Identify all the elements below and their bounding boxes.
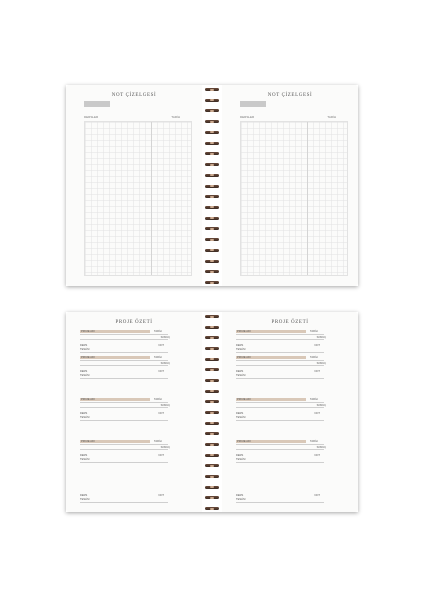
result-label: SONUÇ [316, 404, 326, 407]
entry-line [236, 444, 324, 445]
grade-label: NOT [158, 412, 164, 415]
delivery-label: TESLİM [80, 416, 90, 419]
column-label-subjects: DERSLER [240, 115, 255, 119]
spiral-ring [205, 131, 219, 134]
subject-label: DERS [80, 494, 88, 497]
delivery-label: TESLİM [236, 458, 246, 461]
notebook-spread-top [66, 85, 358, 286]
date-label: TARİH [154, 356, 162, 359]
spiral-ring [205, 238, 219, 241]
delivery-label: TESLİM [236, 416, 246, 419]
entry-line [80, 462, 168, 463]
entry-line [236, 402, 324, 403]
subject-label: DERS [236, 454, 244, 457]
project-name-label: PROJE ADI [237, 356, 251, 359]
spiral-ring [205, 315, 219, 318]
spiral-ring [205, 358, 219, 361]
spiral-ring [205, 454, 219, 457]
entry-line [236, 502, 324, 503]
spiral-ring [205, 347, 219, 350]
entry-line [80, 339, 168, 340]
column-label-date: TARİH [327, 115, 336, 119]
entry-line [236, 378, 324, 379]
spiral-ring [205, 206, 219, 209]
grid-divider [151, 122, 152, 275]
date-label: TARİH [310, 356, 318, 359]
result-label: SONUÇ [316, 446, 326, 449]
grade-label: NOT [314, 454, 320, 457]
spiral-ring [205, 464, 219, 467]
entry-line [236, 449, 324, 450]
entry-line [80, 402, 168, 403]
subject-label: DERS [236, 370, 244, 373]
spiral-binding-bottom [204, 309, 220, 515]
grade-label: NOT [314, 344, 320, 347]
date-label: TARİH [310, 440, 318, 443]
date-label: TARİH [310, 330, 318, 333]
date-label: TARİH [310, 398, 318, 401]
project-name-label: PROJE ADI [81, 440, 95, 443]
spiral-ring [205, 120, 219, 123]
spiral-ring [205, 195, 219, 198]
spiral-ring [205, 326, 219, 329]
entry-line [80, 352, 168, 353]
spiral-ring [205, 475, 219, 478]
delivery-label: TESLİM [236, 374, 246, 377]
page-title: PROJE ÖZETİ [115, 320, 153, 325]
spiral-ring [205, 152, 219, 155]
entry-line [236, 360, 324, 361]
entry-line [236, 365, 324, 366]
project-block [236, 440, 348, 476]
entry-line [80, 407, 168, 408]
column-labels [240, 115, 348, 120]
spiral-ring [205, 432, 219, 435]
entry-line [80, 420, 168, 421]
page-title: PROJE ÖZETİ [271, 320, 309, 325]
title-bar [84, 101, 110, 107]
spiral-ring [205, 227, 219, 230]
grade-label: NOT [314, 494, 320, 497]
spiral-ring [205, 174, 219, 177]
grade-label: NOT [314, 370, 320, 373]
project-block [80, 440, 192, 476]
spiral-ring [205, 390, 219, 393]
delivery-label: TESLİM [80, 498, 90, 501]
delivery-label: TESLİM [236, 498, 246, 501]
subject-label: DERS [80, 370, 88, 373]
spiral-ring [205, 270, 219, 273]
entry-line [80, 444, 168, 445]
grade-grid [240, 121, 348, 276]
spiral-ring [205, 142, 219, 145]
spiral-ring [205, 163, 219, 166]
project-name-label: PROJE ADI [237, 440, 251, 443]
entry-line [80, 502, 168, 503]
result-label: SONUÇ [316, 362, 326, 365]
subject-label: DERS [236, 494, 244, 497]
notebook-spread-bottom [66, 312, 358, 512]
project-name-label: PROJE ADI [81, 356, 95, 359]
project-name-label: PROJE ADI [237, 398, 251, 401]
spiral-ring [205, 99, 219, 102]
spiral-ring [205, 443, 219, 446]
result-label: SONUÇ [316, 336, 326, 339]
entry-line [80, 378, 168, 379]
grade-label: NOT [314, 412, 320, 415]
entry-line [236, 420, 324, 421]
spiral-ring [205, 185, 219, 188]
spiral-ring [205, 379, 219, 382]
subject-label: DERS [80, 454, 88, 457]
delivery-label: TESLİM [80, 374, 90, 377]
result-label: SONUÇ [160, 336, 170, 339]
project-block [80, 356, 192, 392]
spiral-ring [205, 88, 219, 91]
grade-label: NOT [158, 454, 164, 457]
project-block [236, 480, 348, 512]
subject-label: DERS [80, 412, 88, 415]
spiral-binding-top [204, 82, 220, 289]
date-label: TARİH [154, 398, 162, 401]
page-left-grade-chart [66, 85, 202, 286]
spiral-ring [205, 411, 219, 414]
grid-divider [307, 122, 308, 275]
spiral-ring [205, 217, 219, 220]
spiral-ring [205, 368, 219, 371]
spiral-ring [205, 496, 219, 499]
spiral-ring [205, 336, 219, 339]
page-left-project-summary [66, 312, 202, 512]
spiral-ring [205, 507, 219, 510]
entry-line [236, 407, 324, 408]
entry-line [80, 360, 168, 361]
project-block [236, 398, 348, 434]
page-title: NOT ÇİZELGESİ [267, 93, 313, 98]
date-label: TARİH [154, 330, 162, 333]
entry-line [80, 449, 168, 450]
spiral-ring [205, 400, 219, 403]
page-right-project-summary [222, 312, 358, 512]
entry-line [236, 352, 324, 353]
project-name-label: PROJE ADI [81, 398, 95, 401]
column-labels [84, 115, 192, 120]
project-name-label: PROJE ADI [81, 330, 95, 333]
project-name-label: PROJE ADI [237, 330, 251, 333]
grade-label: NOT [158, 370, 164, 373]
column-label-date: TARİH [171, 115, 180, 119]
result-label: SONUÇ [160, 362, 170, 365]
column-label-subjects: DERSLER [84, 115, 99, 119]
grade-label: NOT [158, 344, 164, 347]
result-label: SONUÇ [160, 404, 170, 407]
entry-line [80, 334, 168, 335]
subject-label: DERS [236, 412, 244, 415]
page-right-grade-chart [222, 85, 358, 286]
entry-line [236, 334, 324, 335]
delivery-label: TESLİM [80, 458, 90, 461]
spiral-ring [205, 249, 219, 252]
subject-label: DERS [80, 344, 88, 347]
entry-line [236, 339, 324, 340]
delivery-label: TESLİM [80, 348, 90, 351]
date-label: TARİH [154, 440, 162, 443]
grade-label: NOT [158, 494, 164, 497]
project-block [80, 480, 192, 512]
spiral-ring [205, 281, 219, 284]
subject-label: DERS [236, 344, 244, 347]
page-title: NOT ÇİZELGESİ [111, 93, 157, 98]
spiral-ring [205, 109, 219, 112]
project-block [236, 356, 348, 392]
spiral-ring [205, 260, 219, 263]
entry-line [236, 462, 324, 463]
spiral-ring [205, 486, 219, 489]
project-block [80, 398, 192, 434]
entry-line [80, 365, 168, 366]
delivery-label: TESLİM [236, 348, 246, 351]
spiral-ring [205, 422, 219, 425]
title-bar [240, 101, 266, 107]
result-label: SONUÇ [160, 446, 170, 449]
grade-grid [84, 121, 192, 276]
